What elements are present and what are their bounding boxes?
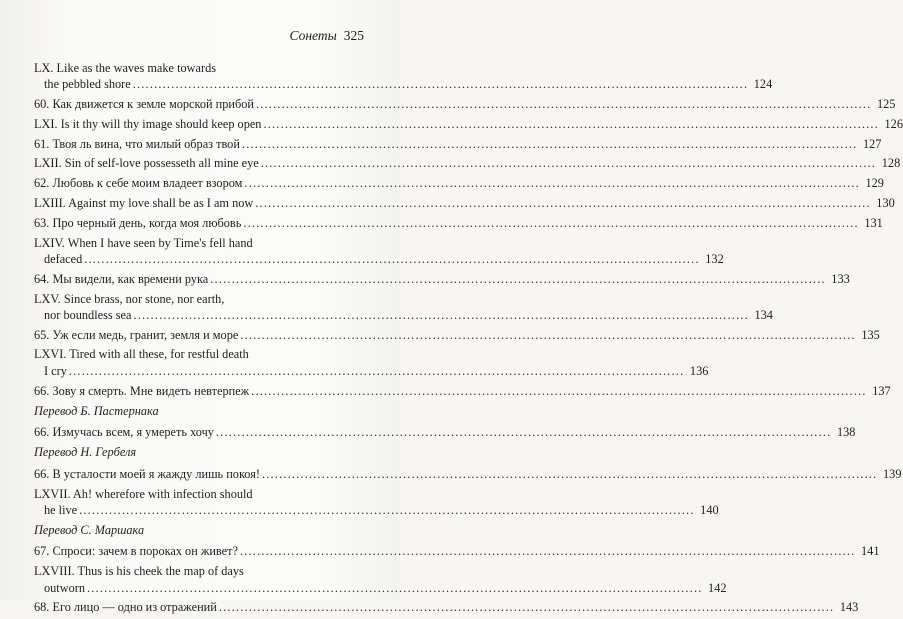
toc-entry <box>34 599 859 615</box>
dot-leader <box>133 76 749 92</box>
dot-leader <box>219 599 835 615</box>
toc-entry-page: 130 <box>876 196 895 211</box>
toc-entry-page: 140 <box>700 502 719 517</box>
toc-entry-title: 66. Зову я смерть. Мне видеть невтерпеж <box>34 383 250 398</box>
toc-entry-page: 124 <box>753 77 773 92</box>
toc-group-1 <box>34 60 903 399</box>
toc-entry-title: LXV. Since brass, nor stone, nor earth, <box>34 291 225 306</box>
toc-entry-title: LXVIII. Thus is his cheek the map of days <box>34 564 244 579</box>
toc-entry-page: 128 <box>881 156 901 171</box>
toc-entry-title-continuation: I cry <box>44 363 67 378</box>
toc-entry-row <box>34 543 880 559</box>
toc-entry-title: LXI. Is it thy will thy image should keep open <box>34 116 262 131</box>
toc-entry <box>34 424 856 440</box>
toc-entry-title: 66. В усталости моей я жажду лишь покоя! <box>34 466 260 481</box>
toc-entry-row <box>34 363 709 379</box>
toc-entry <box>34 383 891 399</box>
table-of-contents <box>34 60 903 619</box>
dot-leader <box>69 363 685 379</box>
toc-entry <box>34 96 896 112</box>
toc-entry-title: 64. Мы видели, как времени рука <box>34 271 209 286</box>
toc-entry <box>34 60 773 93</box>
toc-entry-title: LXIII. Against my love shall be as I am now <box>34 196 254 211</box>
translator-heading-marshak: Перевод С. Маршака <box>34 523 145 538</box>
dot-leader <box>255 195 871 211</box>
toc-entry-title: 63. Про черный день, когда моя любовь <box>34 215 242 230</box>
toc-entry <box>34 271 850 287</box>
toc-entry <box>34 486 719 519</box>
dot-leader <box>243 215 859 231</box>
toc-entry <box>34 195 895 211</box>
toc-entry-page: 136 <box>689 363 709 378</box>
toc-entry-title: 61. Твоя ль вина, что милый образ твой <box>34 136 240 151</box>
running-header <box>290 28 365 44</box>
toc-entry-row <box>34 599 859 615</box>
toc-entry-page: 142 <box>708 580 727 595</box>
toc-entry-page: 127 <box>862 136 882 151</box>
dot-leader <box>256 96 872 112</box>
toc-entry-page: 129 <box>865 176 884 191</box>
toc-entry-row <box>34 195 895 211</box>
dot-leader <box>263 116 879 132</box>
toc-entry-row <box>34 580 727 596</box>
toc-entry-row <box>34 76 773 92</box>
toc-entry-row <box>34 155 901 171</box>
toc-entry-page: 139 <box>883 466 902 481</box>
toc-entry-title: 67. Спроси: зачем в пороках он живет? <box>34 544 238 559</box>
toc-entry-title: 66. Измучась всем, я умереть хочу <box>34 425 214 440</box>
toc-entry <box>34 136 882 152</box>
toc-group-3 <box>34 466 902 518</box>
toc-entry-row <box>34 116 903 132</box>
toc-entry-title-continuation: defaced <box>44 251 83 266</box>
dot-leader <box>244 175 860 191</box>
dot-leader <box>84 251 700 267</box>
toc-entry-title: 62. Любовь к себе моим владеет взором <box>34 176 243 191</box>
toc-group-2 <box>34 424 856 440</box>
toc-entry-page: 141 <box>861 544 880 559</box>
toc-entry-title-continuation: outworn <box>44 580 85 595</box>
toc-entry-row <box>34 383 891 399</box>
toc-group-4 <box>34 543 880 615</box>
toc-entry-title: LXVII. Ah! wherefore with infection should <box>34 486 253 501</box>
toc-entry-title: LXII. Sin of self-love possesseth all mine eye <box>34 156 259 171</box>
toc-entry <box>34 175 884 191</box>
toc-entry-page: 126 <box>884 116 903 131</box>
toc-entry-row <box>34 251 724 267</box>
translator-heading-pasternak: Перевод Б. Пастернака <box>34 403 159 418</box>
toc-entry <box>34 215 883 231</box>
section-title: Сонеты <box>289 28 337 43</box>
toc-entry-row <box>34 271 850 287</box>
toc-entry <box>34 466 902 482</box>
dot-leader <box>87 580 703 596</box>
toc-entry-row <box>34 136 882 152</box>
toc-entry-title-continuation: he live <box>44 502 78 517</box>
toc-entry <box>34 327 880 343</box>
toc-entry-title-continuation: nor boundless sea <box>44 307 132 322</box>
toc-entry-row <box>34 327 880 343</box>
toc-entry <box>34 346 709 379</box>
toc-entry-title: 65. Уж если медь, гранит, земля и море <box>34 327 239 342</box>
dot-leader <box>210 271 826 287</box>
toc-entry-row <box>34 502 719 518</box>
dot-leader <box>262 466 878 482</box>
toc-entry <box>34 543 880 559</box>
page-number: 325 <box>343 28 364 43</box>
dot-leader <box>79 502 695 518</box>
toc-entry-row <box>34 307 773 323</box>
toc-entry-title: 60. Как движется к земле морской прибой <box>34 97 254 112</box>
translator-heading-gerbel: Перевод Н. Гербеля <box>34 445 137 460</box>
dot-leader <box>240 327 856 343</box>
toc-entry-page: 143 <box>839 600 859 615</box>
toc-entry-row <box>34 215 883 231</box>
toc-entry-title: LXVI. Tired with all these, for restful death <box>34 347 249 362</box>
toc-entry-page: 131 <box>864 215 883 230</box>
toc-entry-page: 125 <box>877 97 896 112</box>
dot-leader <box>242 136 858 152</box>
toc-entry-title: LX. Like as the waves make towards <box>34 61 217 75</box>
dot-leader <box>133 307 749 323</box>
toc-entry-row <box>34 466 902 482</box>
toc-entry-row <box>34 175 884 191</box>
toc-entry-row <box>34 424 856 440</box>
toc-entry-page: 133 <box>831 271 850 286</box>
toc-entry-row <box>34 96 896 112</box>
toc-entry-title: 68. Его лицо — одно из отражений <box>34 600 217 615</box>
toc-entry-page: 137 <box>872 383 891 398</box>
toc-entry <box>34 563 727 596</box>
dot-leader <box>240 543 856 559</box>
toc-entry-page: 134 <box>754 307 773 322</box>
toc-entry <box>34 291 773 324</box>
toc-entry <box>34 116 903 132</box>
dot-leader <box>216 424 832 440</box>
toc-entry-page: 135 <box>861 327 880 342</box>
toc-entry-page: 138 <box>836 425 856 440</box>
toc-entry-title-continuation: the pebbled shore <box>44 77 131 92</box>
toc-entry-title: LXIV. When I have seen by Time's fell hand <box>34 235 253 250</box>
dot-leader <box>251 383 867 399</box>
dot-leader <box>261 155 877 171</box>
toc-entry-page: 132 <box>705 251 724 266</box>
toc-entry <box>34 235 724 268</box>
toc-entry <box>34 155 901 171</box>
